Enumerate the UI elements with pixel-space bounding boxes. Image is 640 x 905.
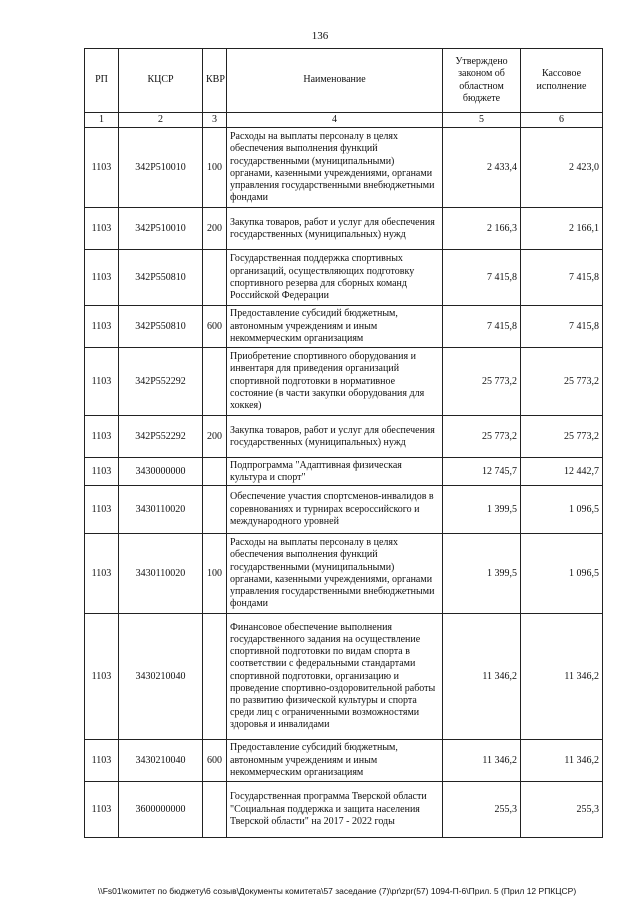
column-number-row (85, 113, 603, 128)
header-name: Наименование (227, 49, 443, 113)
cell-executed: 11 346,2 (521, 614, 603, 740)
table-row (85, 348, 603, 416)
cell-approved: 2 166,3 (443, 208, 521, 250)
cell-rp: 1103 (85, 614, 119, 740)
cell-name: Закупка товаров, работ и услуг для обеспечения государственных (муниципальных) нужд (227, 416, 443, 458)
cell-kcsr: 3430000000 (119, 458, 203, 486)
table-row (85, 250, 603, 306)
column-number: 5 (443, 113, 521, 128)
table-row (85, 740, 603, 782)
cell-approved: 1 399,5 (443, 486, 521, 534)
cell-name: Предоставление субсидий бюджетным, автономным учреждениям и иным некоммерческим организациям (227, 306, 443, 348)
cell-approved: 25 773,2 (443, 416, 521, 458)
cell-rp: 1103 (85, 128, 119, 208)
header-row (85, 49, 603, 113)
cell-executed: 25 773,2 (521, 348, 603, 416)
cell-executed: 1 096,5 (521, 534, 603, 614)
page-number: 136 (311, 30, 329, 42)
cell-kvr (203, 782, 227, 838)
cell-name: Обеспечение участия спортсменов-инвалидов в соревнованиях и турнирах всероссийского и международного уровней (227, 486, 443, 534)
cell-name: Закупка товаров, работ и услуг для обеспечения государственных (муниципальных) нужд (227, 208, 443, 250)
table-row (85, 208, 603, 250)
cell-name: Предоставление субсидий бюджетным, автономным учреждениям и иным некоммерческим организациям (227, 740, 443, 782)
cell-executed: 25 773,2 (521, 416, 603, 458)
column-number: 6 (521, 113, 603, 128)
cell-kcsr: 342P510010 (119, 128, 203, 208)
column-number: 3 (203, 113, 227, 128)
cell-name: Государственная поддержка спортивных организаций, осуществляющих подготовку спортивного резерва для сборных команд Российской Федерации (227, 250, 443, 306)
cell-name: Расходы на выплаты персоналу в целях обеспечения выполнения функций государственными (муниципальными) органами, казенными учреждениями, органами управления государственными внебюджетными фондами (227, 534, 443, 614)
cell-rp: 1103 (85, 208, 119, 250)
cell-executed: 12 442,7 (521, 458, 603, 486)
cell-kcsr: 3430110020 (119, 486, 203, 534)
table-row (85, 782, 603, 838)
header-kvr: КВР (203, 49, 227, 113)
cell-executed: 7 415,8 (521, 250, 603, 306)
cell-kcsr: 3430210040 (119, 614, 203, 740)
cell-name: Финансовое обеспечение выполнения государственного задания на осуществление спортивной подготовки по видам спорта в соответствии с федеральными стандартами спортивной подготовки, организацию и проведение спортивно-оздоровительной работы по развитию физической культуры и спорта среди лиц с ограниченными возможностями здоровья и инвалидами (227, 614, 443, 740)
cell-rp: 1103 (85, 348, 119, 416)
budget-table (84, 48, 603, 838)
table-row (85, 458, 603, 486)
column-number: 2 (119, 113, 203, 128)
cell-rp: 1103 (85, 458, 119, 486)
cell-approved: 11 346,2 (443, 614, 521, 740)
cell-name: Приобретение спортивного оборудования и инвентаря для приведения организаций спортивной подготовки в нормативное состояние (в части закупки оборудования для хоккея) (227, 348, 443, 416)
cell-approved: 2 433,4 (443, 128, 521, 208)
cell-name: Подпрограмма "Адаптивная физическая культура и спорт" (227, 458, 443, 486)
cell-rp: 1103 (85, 534, 119, 614)
cell-rp: 1103 (85, 782, 119, 838)
cell-kvr (203, 458, 227, 486)
cell-kvr (203, 348, 227, 416)
cell-kvr (203, 614, 227, 740)
cell-executed: 2 166,1 (521, 208, 603, 250)
header-rp: РП (85, 49, 119, 113)
cell-kvr: 600 (203, 306, 227, 348)
column-number: 4 (227, 113, 443, 128)
table-row (85, 534, 603, 614)
footer-file-path: \\Fs01\комитет по бюджету\6 созыв\Документы комитета\57 заседание (7)\pr\zpr(57) 1094-П-6\Прил. 5 (Прил 12 РПКЦСР) (98, 886, 577, 896)
cell-approved: 1 399,5 (443, 534, 521, 614)
cell-approved: 255,3 (443, 782, 521, 838)
header-approved: Утверждено законом об областном бюджете (443, 49, 521, 113)
cell-kcsr: 342P552292 (119, 348, 203, 416)
header-executed: Кассовое исполнение (521, 49, 603, 113)
cell-name: Государственная программа Тверской области "Социальная поддержка и защита населения Тверской области" на 2017 - 2022 годы (227, 782, 443, 838)
cell-kvr: 100 (203, 128, 227, 208)
cell-rp: 1103 (85, 416, 119, 458)
cell-kcsr: 342P552292 (119, 416, 203, 458)
cell-executed: 11 346,2 (521, 740, 603, 782)
cell-kcsr: 342P550810 (119, 306, 203, 348)
column-number: 1 (85, 113, 119, 128)
cell-approved: 11 346,2 (443, 740, 521, 782)
header-kcsr: КЦСР (119, 49, 203, 113)
cell-kcsr: 3430210040 (119, 740, 203, 782)
cell-name: Расходы на выплаты персоналу в целях обеспечения выполнения функций государственными (муниципальными) органами, казенными учреждениями, органами управления государственными внебюджетными фондами (227, 128, 443, 208)
cell-executed: 7 415,8 (521, 306, 603, 348)
table-row (85, 128, 603, 208)
table-row (85, 614, 603, 740)
cell-approved: 25 773,2 (443, 348, 521, 416)
cell-executed: 1 096,5 (521, 486, 603, 534)
table-row (85, 416, 603, 458)
cell-kvr (203, 250, 227, 306)
cell-kcsr: 3600000000 (119, 782, 203, 838)
cell-kcsr: 3430110020 (119, 534, 203, 614)
cell-kvr: 200 (203, 416, 227, 458)
cell-approved: 7 415,8 (443, 306, 521, 348)
cell-rp: 1103 (85, 306, 119, 348)
cell-executed: 255,3 (521, 782, 603, 838)
cell-kcsr: 342P510010 (119, 208, 203, 250)
cell-kcsr: 342P550810 (119, 250, 203, 306)
table-row (85, 486, 603, 534)
cell-rp: 1103 (85, 250, 119, 306)
cell-kvr: 600 (203, 740, 227, 782)
cell-approved: 12 745,7 (443, 458, 521, 486)
cell-kvr: 200 (203, 208, 227, 250)
cell-kvr: 100 (203, 534, 227, 614)
cell-rp: 1103 (85, 740, 119, 782)
table-row (85, 306, 603, 348)
cell-executed: 2 423,0 (521, 128, 603, 208)
cell-approved: 7 415,8 (443, 250, 521, 306)
cell-kvr (203, 486, 227, 534)
cell-rp: 1103 (85, 486, 119, 534)
